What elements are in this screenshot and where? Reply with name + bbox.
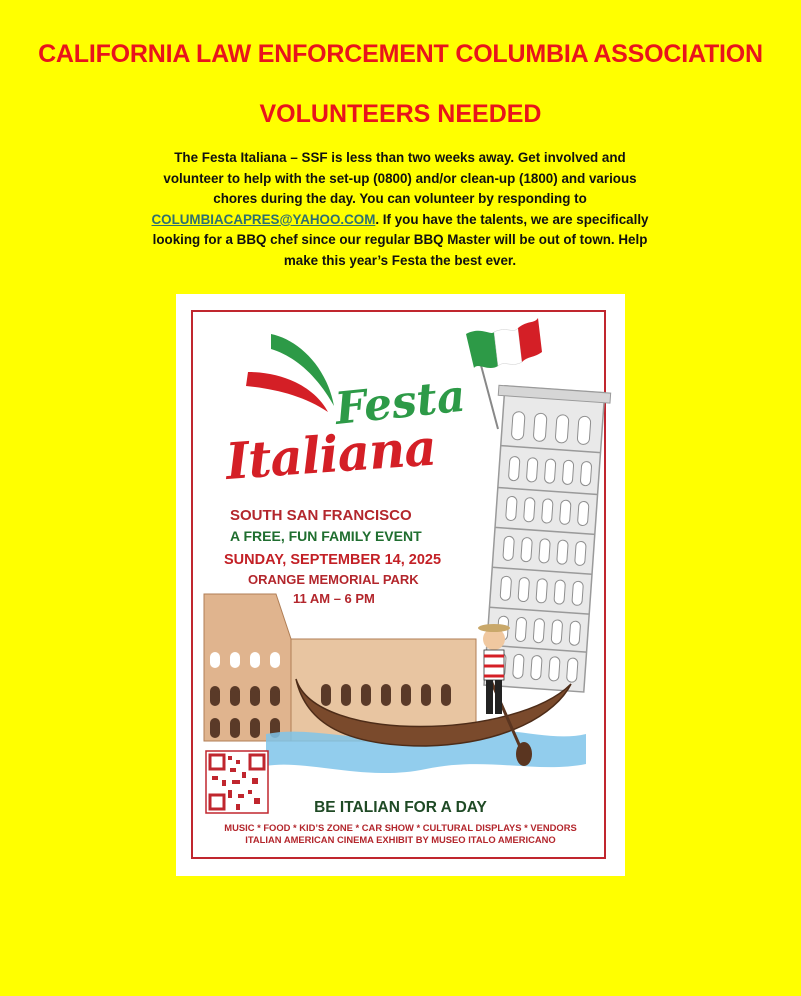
italian-swoosh-icon bbox=[246, 334, 334, 412]
announcement-text-2: . If you have the talents, we are specifically looking for a BBQ chef since our regular BBQ Master will be out of town. Help make this year’s Festa the best ever. bbox=[152, 211, 649, 268]
page-subtitle: VOLUNTEERS NEEDED bbox=[259, 100, 542, 128]
flyer-date: SUNDAY, SEPTEMBER 14, 2025 bbox=[224, 552, 442, 568]
flyer-italiana-wordmark: Italiana bbox=[223, 417, 438, 491]
flyer-festa-wordmark: Festa bbox=[332, 370, 468, 435]
festa-flyer bbox=[176, 294, 625, 876]
flyer-city: SOUTH SAN FRANCISCO bbox=[230, 507, 412, 524]
email-link[interactable]: COLUMBIACAPRES@YAHOO.COM bbox=[151, 211, 376, 227]
page-title: CALIFORNIA LAW ENFORCEMENT COLUMBIA ASSOCIATION bbox=[38, 40, 763, 68]
announcement-paragraph bbox=[150, 148, 650, 272]
announcement-text-1: The Festa Italiana – SSF is less than two weeks away. Get involved and volunteer to help with the set-up (0800) and/or clean-up (1800) and various chores during the day. You can volunteer by responding to bbox=[163, 150, 637, 207]
flyer-cinema-exhibit: ITALIAN AMERICAN CINEMA EXHIBIT BY MUSEO ITALO AMERICANO bbox=[245, 834, 556, 845]
flyer-location: ORANGE MEMORIAL PARK bbox=[248, 572, 419, 587]
flyer-event-type: A FREE, FUN FAMILY EVENT bbox=[230, 528, 422, 544]
flyer-tagline: BE ITALIAN FOR A DAY bbox=[314, 799, 487, 816]
flyer-activities: MUSIC * FOOD * KID’S ZONE * CAR SHOW * CULTURAL DISPLAYS * VENDORS bbox=[224, 822, 577, 833]
flyer-time: 11 AM – 6 PM bbox=[293, 591, 375, 606]
